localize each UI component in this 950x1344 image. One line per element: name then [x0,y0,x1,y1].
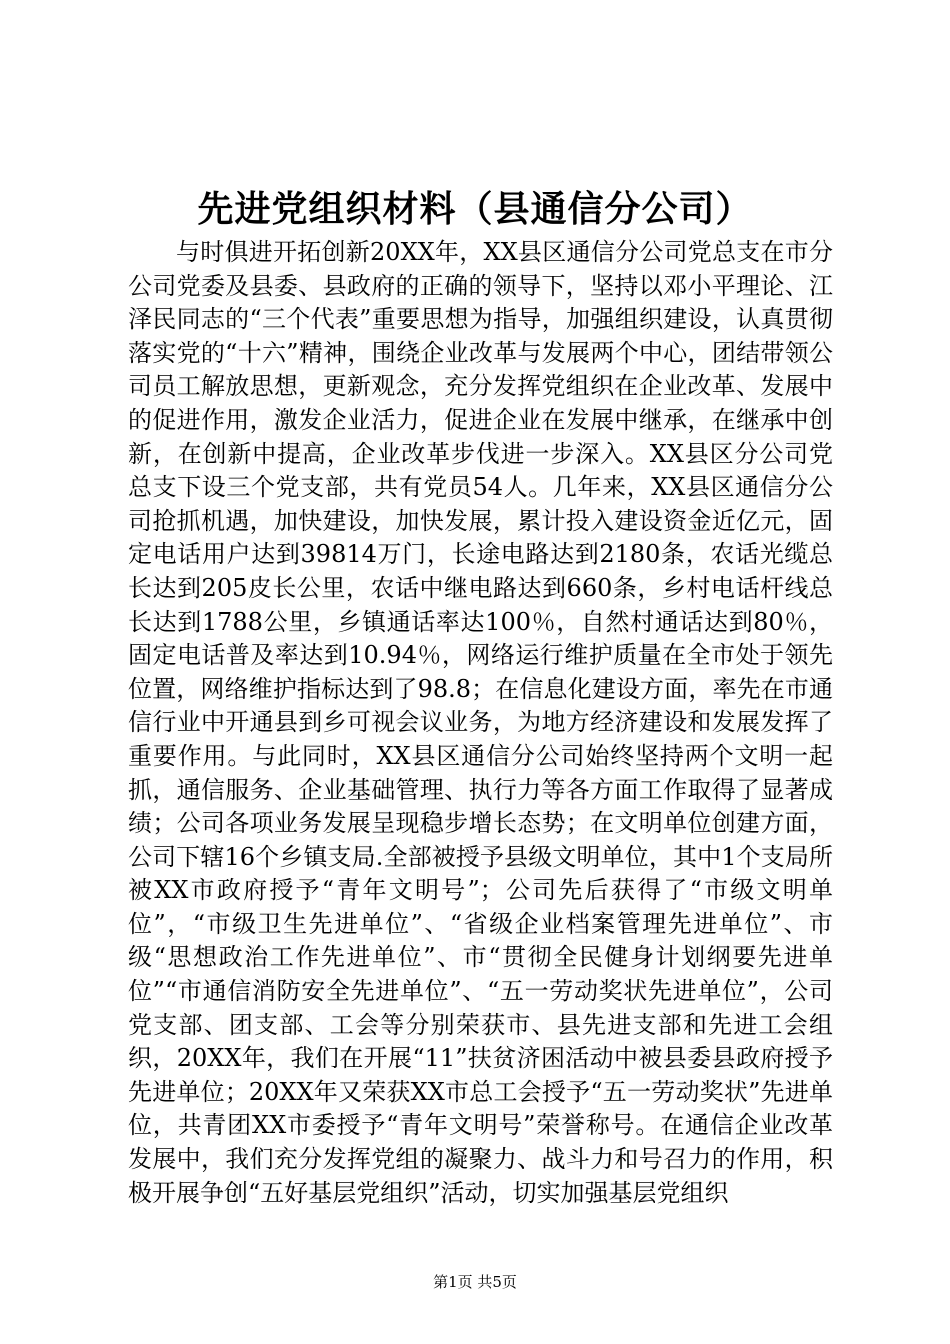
document-title: 先进党组织材料（县通信分公司） [197,188,753,230]
document-body-paragraph: 与时俱进开拓创新20XX年，XX县区通信分公司党总支在市分公司党委及县委、县政府的正确的领导下，坚持以邓小平理论、江泽民同志的“三个代表”重要思想为指导，加强组织建设，认真贯彻落实党的“十六”精神，围绕企业改革与发展两个中心，团结带领公司员工解放思想，更新观念，充分发挥党组织在企业改革、发展中的促进作用，激发企业活力，促进企业在发展中继承，在继承中创新，在创新中提高，企业改革步伐进一步深入。XX县区分公司党总支下设三个党支部，共有党员54人。几年来，XX县区通信分公司抢抓机遇，加快建设，加快发展，累计投入建设资金近亿元，固定电话用户达到39814万门，长途电路达到2180条，农话光缆总长达到205皮长公里，农话中继电路达到660条，乡村电话杆线总长达到1788公里，乡镇通话率达100％，自然村通话达到80％，固定电话普及率达到10.94％，网络运行维护质量在全市处于领先位置，网络维护指标达到了98.8；在信息化建设方面，率先在市通信行业中开通县到乡可视会议业务，为地方经济建设和发展发挥了重要作用。与此同时，XX县区通信分公司始终坚持两个文明一起抓，通信服务、企业基础管理、执行力等各方面工作取得了显著成绩；公司各项业务发展呈现稳步增长态势；在文明单位创建方面，公司下辖16个乡镇支局.全部被授予县级文明单位，其中1个支局所被XX市政府授予“青年文明号”；公司先后获得了“市级文明单位”，“市级卫生先进单位”、“省级企业档案管理先进单位”、市级“思想政治工作先进单位”、市“贯彻全民健身计划纲要先进单位”“市通信消防安全先进单位”、“五一劳动奖状先进单位”，公司党支部、团支部、工会等分别荣获市、县先进支部和先进工会组织，20XX年，我们在开展“11”扶贫济困活动中被县委县政府授予先进单位；20XX年又荣获XX市总工会授予“五一劳动奖状”先进单位，共青团XX市委授予“青年文明号”荣誉称号。在通信企业改革发展中，我们充分发挥党组的凝聚力、战斗力和号召力的作用，积极开展争创“五好基层党组织”活动，切实加强基层党组织 [128,238,833,1207]
page-footer: 第1页 共5页 [433,1273,517,1291]
